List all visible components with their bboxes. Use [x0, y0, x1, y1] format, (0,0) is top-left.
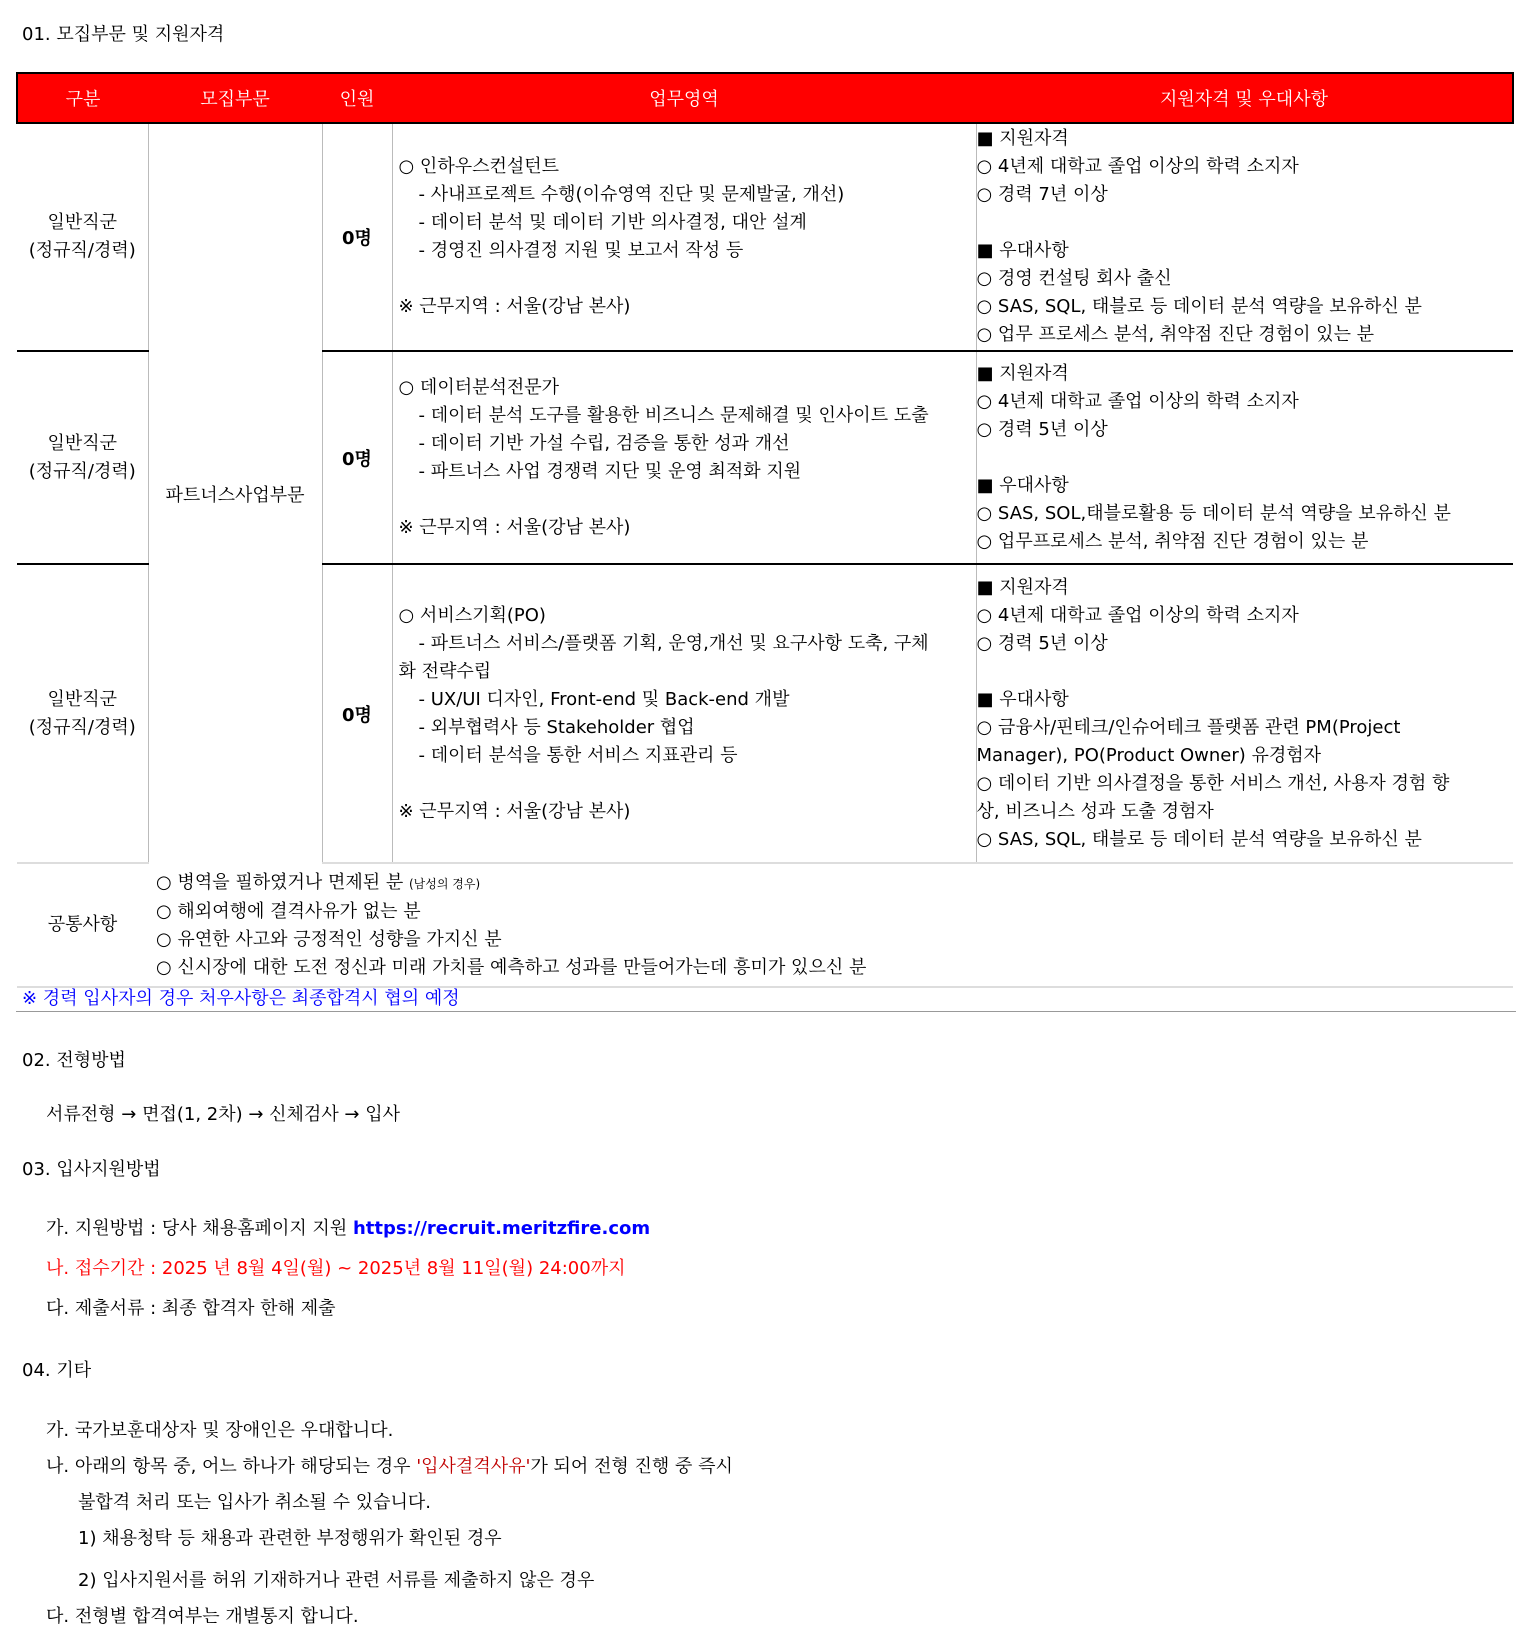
pref-title: ■ 우대사항	[976, 240, 1069, 261]
duty-item: - 파트너스 사업 경쟁력 지단 및 운영 최적화 지원	[418, 460, 802, 482]
apply-period: 나. 접수기간 : 2025 년 8월 4일(월) ~ 2025년 8월 11일(월) 24:00까지	[46, 1258, 626, 1279]
duty-item: - UX/UI 디자인, Front-end 및 Back-end 개발	[418, 688, 790, 710]
duty-item: - 데이터 기반 가설 수립, 검증을 통한 성과 개선	[418, 432, 790, 454]
common-item-note: (남성의 경우)	[408, 876, 481, 891]
duty-item: - 외부협력사 등 Stakeholder 협업	[418, 716, 695, 738]
category-line: 일반직군	[47, 688, 118, 710]
category-type: (정규직/경력)	[28, 240, 136, 261]
duty-item: - 사내프로젝트 수행(이슈영역 진단 및 문제발굴, 개선)	[418, 184, 845, 205]
section-title-process: 02. 전형방법	[22, 1050, 126, 1071]
recruit-homepage-link[interactable]: https://recruit.meritzfire.com	[352, 1218, 651, 1239]
pref-item: ○ 경영 컨설팅 회사 출신	[976, 268, 1172, 289]
header-category: 구분	[17, 73, 148, 123]
section-title-recruitment: 01. 모집부문 및 지원자격	[22, 24, 225, 45]
qual-title: ■ 지원자격	[976, 362, 1069, 384]
pref-item-continued: Manager), PO(Product Owner) 유경험자	[976, 744, 1322, 766]
etc-text: 나. 아래의 항목 중, 어느 하나가 해당되는 경우	[46, 1456, 417, 1477]
etc-text: 가 되어 전형 진행 중 즉시	[530, 1456, 733, 1477]
pref-item: ○ SAS, SOL,태블로활용 등 데이터 분석 역량을 보유하신 분	[976, 502, 1451, 524]
common-label: 공통사항	[17, 863, 148, 987]
qual-item: ○ 경력 5년 이상	[976, 632, 1108, 654]
etc-subitem: 1) 채용청탁 등 채용과 관련한 부정행위가 확인된 경우	[78, 1528, 502, 1549]
duty-item: - 경영진 의사결정 지원 및 보고서 작성 등	[418, 240, 744, 261]
qualifications-cell	[976, 564, 1513, 863]
qual-item: ○ 4년제 대학교 졸업 이상의 학력 소지자	[976, 604, 1299, 626]
recruitment-table	[16, 72, 1514, 988]
header-department: 모집부문	[148, 73, 322, 123]
section-title-apply: 03. 입사지원방법	[22, 1159, 161, 1180]
common-item-text: ○ 병역을 필하였거나 면제된 분	[156, 871, 404, 893]
qualifications-cell	[976, 351, 1513, 564]
headcount-cell: 0명	[322, 123, 392, 351]
duty-title: ○ 인하우스컨설턴트	[398, 156, 560, 177]
pref-item-continued: 상, 비즈니스 성과 도출 경험자	[976, 800, 1214, 822]
qual-item: ○ 경력 5년 이상	[976, 418, 1108, 440]
pref-item: ○ 데이터 기반 의사결정을 통한 서비스 개선, 사용자 경험 향	[976, 772, 1450, 794]
qual-item: ○ 경력 7년 이상	[976, 184, 1108, 205]
duty-item: - 데이터 분석을 통한 서비스 지표관리 등	[418, 744, 738, 766]
duties-cell	[392, 351, 976, 564]
category-line: 일반직군	[47, 212, 118, 233]
department-cell	[148, 123, 322, 863]
pref-item: ○ SAS, SQL, 태블로 등 데이터 분석 역량을 보유하신 분	[976, 828, 1422, 850]
common-requirements-row	[17, 863, 1513, 987]
qual-title: ■ 지원자격	[976, 576, 1069, 598]
duty-title: ○ 데이터분석전문가	[398, 376, 560, 398]
work-location: ※ 근무지역 : 서울(강남 본사)	[398, 800, 631, 822]
headcount-cell: 0명	[322, 564, 392, 863]
common-item: ○ 유연한 사고와 긍정적인 성향을 가지신 분	[156, 928, 502, 950]
table-row	[17, 123, 1513, 351]
etc-subitem: 2) 입사지원서를 허위 기재하거나 관련 서류를 제출하지 않은 경우	[78, 1570, 595, 1591]
qualifications-cell	[976, 123, 1513, 351]
section-title-etc: 04. 기타	[22, 1360, 92, 1381]
apply-documents: 다. 제출서류 : 최종 합격자 한해 제출	[46, 1298, 336, 1319]
header-qualifications: 지원자격 및 우대사항	[976, 73, 1513, 123]
qual-item: ○ 4년제 대학교 졸업 이상의 학력 소지자	[976, 390, 1299, 412]
qual-item: ○ 4년제 대학교 졸업 이상의 학력 소지자	[976, 156, 1299, 177]
department-name: 파트너스사업부문	[165, 484, 305, 506]
etc-item-continued: 불합격 처리 또는 입사가 취소될 수 있습니다.	[78, 1492, 432, 1513]
category-type: (정규직/경력)	[28, 460, 136, 482]
duties-cell	[392, 564, 976, 863]
qual-title: ■ 지원자격	[976, 128, 1069, 149]
duty-title: ○ 서비스기획(PO)	[398, 604, 546, 626]
pref-title: ■ 우대사항	[976, 474, 1069, 496]
common-item: ○ 해외여행에 결격사유가 없는 분	[156, 900, 421, 922]
work-location: ※ 근무지역 : 서울(강남 본사)	[398, 516, 631, 538]
pref-item: ○ SAS, SQL, 태블로 등 데이터 분석 역량을 보유하신 분	[976, 296, 1422, 317]
row-category	[17, 123, 148, 351]
duty-item: - 데이터 분석 도구를 활용한 비즈니스 문제해결 및 인사이트 도출	[418, 404, 929, 426]
disqualification-term: '입사결격사유'	[416, 1456, 531, 1477]
table-header-row	[17, 73, 1513, 123]
category-type: (정규직/경력)	[28, 716, 136, 738]
pref-item: ○ 금융사/핀테크/인슈어테크 플랫폼 관련 PM(Project	[976, 716, 1401, 738]
etc-item	[46, 1452, 733, 1478]
duty-item: - 데이터 분석 및 데이터 기반 의사결정, 대안 설계	[418, 212, 807, 233]
pref-title: ■ 우대사항	[976, 688, 1069, 710]
apply-method	[46, 1214, 650, 1240]
common-item: ○ 신시장에 대한 도전 정신과 미래 가치를 예측하고 성과를 만들어가는데 흥미가 있으신 분	[156, 956, 867, 978]
common-item	[156, 869, 1513, 898]
header-duties: 업무영역	[392, 73, 976, 123]
divider	[16, 1011, 1516, 1012]
header-headcount: 인원	[322, 73, 392, 123]
apply-method-label: 가. 지원방법 : 당사 채용홈페이지 지원	[46, 1218, 353, 1239]
etc-item: 가. 국가보훈대상자 및 장애인은 우대합니다.	[46, 1420, 394, 1441]
category-line: 일반직군	[47, 432, 118, 454]
pref-item: ○ 업무 프로세스 분석, 취약점 진단 경험이 있는 분	[976, 324, 1375, 345]
etc-item: 다. 전형별 합격여부는 개별통지 합니다.	[46, 1606, 359, 1627]
process-flow: 서류전형 → 면접(1, 2차) → 신체검사 → 입사	[46, 1104, 401, 1125]
headcount-cell: 0명	[322, 351, 392, 564]
duties-cell	[392, 123, 976, 351]
pref-item: ○ 업무프로세스 분석, 취약점 진단 경험이 있는 분	[976, 530, 1369, 552]
duty-item-continued: 화 전략수립	[398, 660, 492, 682]
work-location: ※ 근무지역 : 서울(강남 본사)	[398, 296, 631, 317]
duty-item: - 파트너스 서비스/플랫폼 기획, 운영,개선 및 요구사항 도축, 구체	[418, 632, 929, 654]
common-items-cell	[148, 863, 1513, 987]
row-category	[17, 351, 148, 564]
salary-note: ※ 경력 입사자의 경우 처우사항은 최종합격시 협의 예정	[22, 988, 460, 1009]
row-category	[17, 564, 148, 863]
